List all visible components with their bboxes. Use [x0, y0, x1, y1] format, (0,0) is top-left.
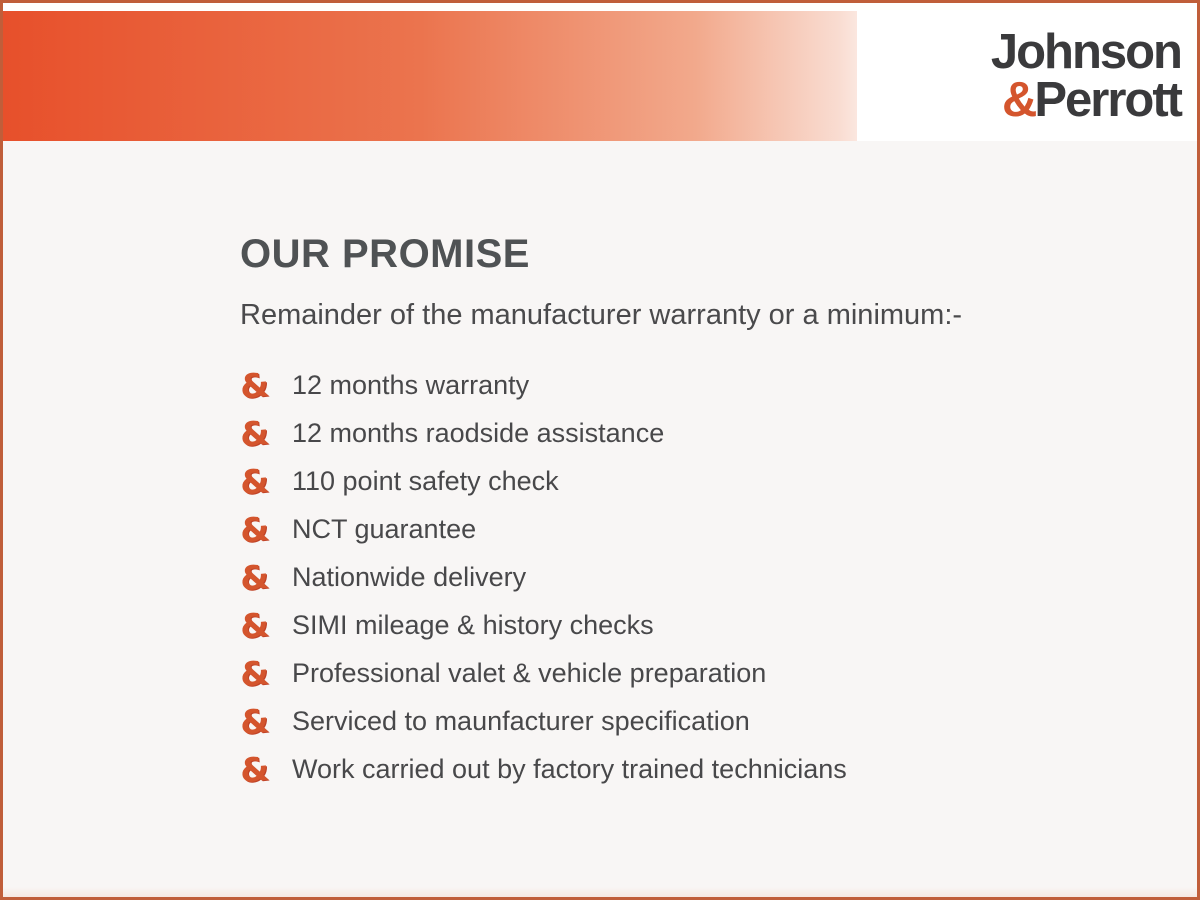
- ampersand-icon: &: [238, 557, 271, 599]
- list-item: [240, 554, 1157, 602]
- ampersand-icon: &: [238, 461, 271, 503]
- list-item: [240, 650, 1157, 698]
- list-item: [240, 458, 1157, 506]
- promise-item-label: SIMI mileage & history checks: [292, 610, 654, 641]
- promise-subheading: Remainder of the manufacturer warranty or a minimum:-: [240, 299, 963, 331]
- ampersand-icon: &: [238, 653, 271, 695]
- promise-item-label: 12 months raodside assistance: [292, 418, 665, 449]
- brand-logo-line1: Johnson: [990, 24, 1181, 79]
- brand-logo: [990, 24, 1181, 127]
- list-item: [240, 362, 1157, 410]
- ampersand-icon: &: [238, 701, 271, 743]
- promise-item-label: NCT guarantee: [292, 514, 477, 545]
- list-item: [240, 698, 1157, 746]
- ampersand-icon: &: [1001, 73, 1035, 127]
- brand-logo-box: [857, 11, 1197, 141]
- page-title: OUR PROMISE: [240, 232, 530, 276]
- promise-item-label: Serviced to maunfacturer specification: [292, 706, 750, 737]
- list-item: [240, 746, 1157, 794]
- ampersand-icon: &: [238, 413, 271, 455]
- brand-logo-line2-text: Perrott: [1034, 73, 1181, 127]
- promise-section: [3, 141, 1197, 897]
- promise-item-label: Nationwide delivery: [292, 562, 527, 593]
- ampersand-icon: &: [238, 605, 271, 647]
- list-item: [240, 602, 1157, 650]
- promise-item-label: Work carried out by factory trained technicians: [292, 754, 847, 785]
- promise-item-label: 110 point safety check: [292, 466, 559, 497]
- list-item: [240, 410, 1157, 458]
- list-item: [240, 506, 1157, 554]
- brand-logo-line2: [991, 73, 1181, 127]
- promise-list: [240, 362, 1157, 794]
- promise-item-label: Professional valet & vehicle preparation: [292, 658, 767, 689]
- header-banner: [3, 11, 1197, 141]
- ampersand-icon: &: [238, 749, 271, 791]
- promise-item-label: 12 months warranty: [292, 370, 530, 401]
- ampersand-icon: &: [238, 509, 271, 551]
- ampersand-icon: &: [238, 365, 271, 407]
